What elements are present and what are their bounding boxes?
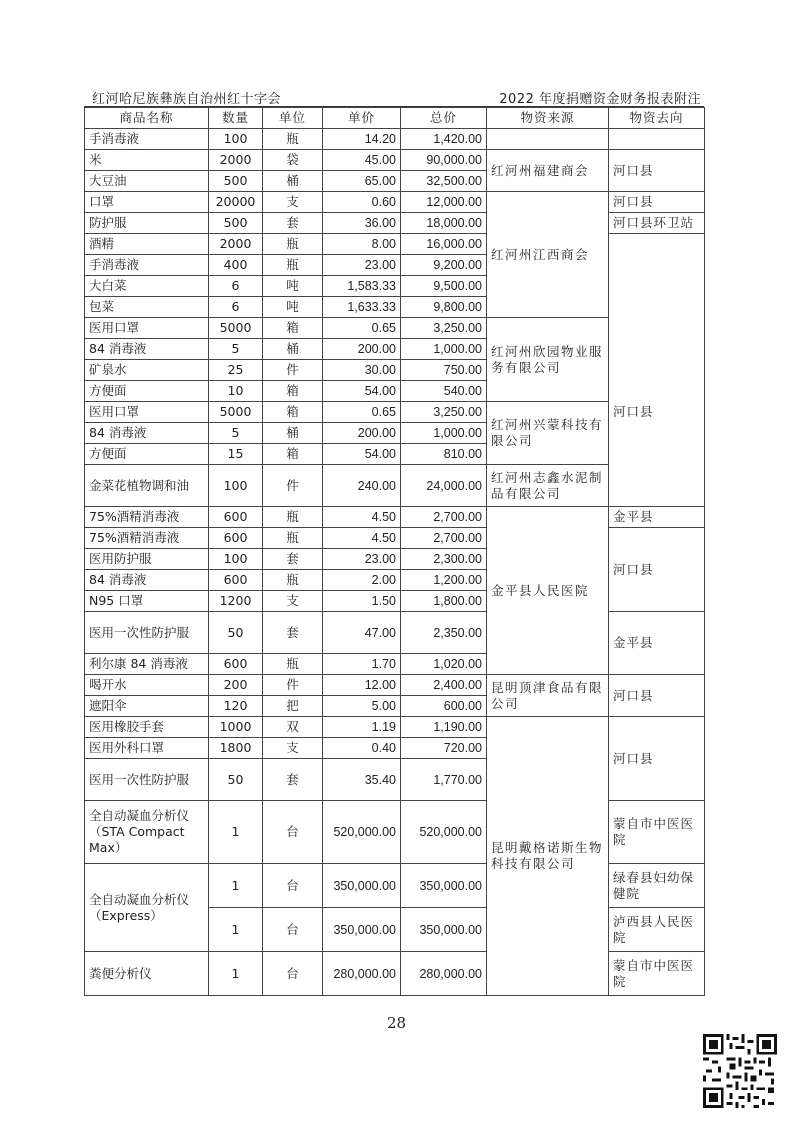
cell-total: 1,000.00 [401, 423, 487, 444]
cell-total: 1,420.00 [401, 129, 487, 150]
cell-price: 65.00 [323, 171, 401, 192]
cell-unit: 箱 [263, 318, 323, 339]
cell-name: 口罩 [85, 192, 209, 213]
cell-destination: 蒙自市中医医院 [609, 801, 705, 864]
cell-name: 金菜花植物调和油 [85, 465, 209, 507]
cell-name: 医用口罩 [85, 402, 209, 423]
cell-total: 90,000.00 [401, 150, 487, 171]
cell-qty: 5 [209, 423, 263, 444]
cell-qty: 5000 [209, 402, 263, 423]
cell-source: 红河州江西商会 [487, 192, 609, 318]
cell-price: 8.00 [323, 234, 401, 255]
cell-destination: 河口县 [609, 528, 705, 612]
cell-total: 1,200.00 [401, 570, 487, 591]
cell-total: 9,500.00 [401, 276, 487, 297]
cell-price: 0.40 [323, 738, 401, 759]
cell-source: 红河州志鑫水泥制品有限公司 [487, 465, 609, 507]
cell-qty: 400 [209, 255, 263, 276]
cell-qty: 6 [209, 297, 263, 318]
cell-price: 36.00 [323, 213, 401, 234]
table-row [85, 528, 705, 549]
cell-qty: 2000 [209, 234, 263, 255]
cell-unit: 件 [263, 465, 323, 507]
table-header-row [85, 108, 705, 129]
cell-price: 280,000.00 [323, 952, 401, 996]
cell-price: 350,000.00 [323, 864, 401, 908]
cell-unit: 套 [263, 213, 323, 234]
cell-destination-empty [609, 129, 705, 150]
col-header-qty: 数量 [209, 108, 263, 129]
cell-total: 24,000.00 [401, 465, 487, 507]
cell-name: 84 消毒液 [85, 339, 209, 360]
cell-total: 12,000.00 [401, 192, 487, 213]
cell-name: 医用橡胶手套 [85, 717, 209, 738]
cell-unit: 件 [263, 360, 323, 381]
cell-total: 2,700.00 [401, 528, 487, 549]
cell-destination: 河口县 [609, 192, 705, 213]
cell-source: 昆明戴格诺斯生物科技有限公司 [487, 717, 609, 996]
table-row [85, 150, 705, 171]
cell-qty: 600 [209, 528, 263, 549]
cell-unit: 套 [263, 612, 323, 654]
cell-qty: 15 [209, 444, 263, 465]
cell-total: 2,350.00 [401, 612, 487, 654]
cell-price: 47.00 [323, 612, 401, 654]
cell-total: 1,190.00 [401, 717, 487, 738]
cell-unit: 支 [263, 591, 323, 612]
cell-price: 0.60 [323, 192, 401, 213]
cell-total: 2,300.00 [401, 549, 487, 570]
cell-total: 1,800.00 [401, 591, 487, 612]
cell-unit: 台 [263, 801, 323, 864]
cell-destination: 河口县 [609, 150, 705, 192]
cell-destination: 蒙自市中医医院 [609, 952, 705, 996]
table-row [85, 507, 705, 528]
cell-price: 350,000.00 [323, 908, 401, 952]
col-header-destination: 物资去向 [609, 108, 705, 129]
cell-destination-empty [609, 276, 705, 297]
cell-qty: 120 [209, 696, 263, 717]
cell-price: 54.00 [323, 444, 401, 465]
cell-total: 2,700.00 [401, 507, 487, 528]
cell-unit: 箱 [263, 381, 323, 402]
cell-price: 35.40 [323, 759, 401, 801]
cell-unit: 瓶 [263, 528, 323, 549]
cell-qty: 600 [209, 507, 263, 528]
cell-name: 医用外科口罩 [85, 738, 209, 759]
table-row [85, 297, 705, 318]
cell-unit: 件 [263, 675, 323, 696]
cell-name: 酒精 [85, 234, 209, 255]
col-header-unit: 单位 [263, 108, 323, 129]
cell-qty: 2000 [209, 150, 263, 171]
cell-name: 全自动凝血分析仪（Express） [85, 864, 209, 952]
cell-unit: 台 [263, 864, 323, 908]
col-header-total: 总价 [401, 108, 487, 129]
cell-price: 1,583.33 [323, 276, 401, 297]
col-header-source: 物资来源 [487, 108, 609, 129]
cell-source: 红河州福建商会 [487, 150, 609, 192]
cell-qty: 500 [209, 213, 263, 234]
cell-total: 1,020.00 [401, 654, 487, 675]
cell-name: 75%酒精消毒液 [85, 528, 209, 549]
cell-name: 全自动凝血分析仪（STA Compact Max） [85, 801, 209, 864]
cell-unit: 支 [263, 738, 323, 759]
cell-price: 4.50 [323, 528, 401, 549]
cell-qty: 1 [209, 864, 263, 908]
cell-price: 240.00 [323, 465, 401, 507]
qr-code-icon [703, 1034, 777, 1108]
cell-qty: 1800 [209, 738, 263, 759]
cell-price: 200.00 [323, 339, 401, 360]
cell-total: 18,000.00 [401, 213, 487, 234]
cell-unit: 瓶 [263, 255, 323, 276]
cell-price: 54.00 [323, 381, 401, 402]
cell-unit: 吨 [263, 276, 323, 297]
table-row [85, 612, 705, 654]
cell-price: 1.50 [323, 591, 401, 612]
header-org: 红河哈尼族彝族自治州红十字会 [92, 92, 282, 107]
cell-price: 45.00 [323, 150, 401, 171]
cell-qty: 5 [209, 339, 263, 360]
table-row [85, 952, 705, 996]
cell-total: 2,400.00 [401, 675, 487, 696]
table-row [85, 801, 705, 864]
cell-qty: 100 [209, 549, 263, 570]
cell-name: 方便面 [85, 444, 209, 465]
cell-total: 720.00 [401, 738, 487, 759]
cell-unit: 把 [263, 696, 323, 717]
cell-price: 14.20 [323, 129, 401, 150]
cell-qty: 50 [209, 759, 263, 801]
cell-qty: 6 [209, 276, 263, 297]
cell-unit: 箱 [263, 402, 323, 423]
cell-name: 遮阳伞 [85, 696, 209, 717]
cell-destination-empty [609, 234, 705, 255]
cell-price: 12.00 [323, 675, 401, 696]
header-report-title: 2022 年度捐赠资金财务报表附注 [499, 92, 701, 107]
cell-destination: 绿春县妇幼保健院 [609, 864, 705, 908]
col-header-name: 商品名称 [85, 108, 209, 129]
cell-unit: 支 [263, 192, 323, 213]
cell-price: 23.00 [323, 549, 401, 570]
cell-name: 大豆油 [85, 171, 209, 192]
table-row [85, 234, 705, 255]
cell-name: 医用一次性防护服 [85, 612, 209, 654]
cell-qty: 100 [209, 465, 263, 507]
cell-destination: 河口县 [609, 675, 705, 717]
cell-unit: 吨 [263, 297, 323, 318]
cell-destination: 河口县 [609, 318, 705, 507]
cell-unit: 瓶 [263, 234, 323, 255]
cell-unit: 瓶 [263, 129, 323, 150]
cell-destination: 河口县环卫站 [609, 213, 705, 234]
cell-qty: 5000 [209, 318, 263, 339]
cell-qty: 50 [209, 612, 263, 654]
cell-price: 0.65 [323, 318, 401, 339]
cell-qty: 25 [209, 360, 263, 381]
cell-price: 4.50 [323, 507, 401, 528]
cell-unit: 桶 [263, 171, 323, 192]
cell-total: 810.00 [401, 444, 487, 465]
cell-total: 350,000.00 [401, 908, 487, 952]
table-row [85, 864, 705, 908]
cell-price: 30.00 [323, 360, 401, 381]
cell-name: 75%酒精消毒液 [85, 507, 209, 528]
cell-source: 昆明顶津食品有限公司 [487, 675, 609, 717]
table-row [85, 192, 705, 213]
cell-qty: 500 [209, 171, 263, 192]
cell-total: 3,250.00 [401, 318, 487, 339]
page-number: 28 [386, 1014, 407, 1032]
cell-name: 粪便分析仪 [85, 952, 209, 996]
cell-total: 9,800.00 [401, 297, 487, 318]
cell-qty: 20000 [209, 192, 263, 213]
cell-qty: 1 [209, 908, 263, 952]
cell-price: 23.00 [323, 255, 401, 276]
cell-name: 喝开水 [85, 675, 209, 696]
cell-price: 2.00 [323, 570, 401, 591]
cell-unit: 双 [263, 717, 323, 738]
cell-unit: 台 [263, 908, 323, 952]
cell-unit: 瓶 [263, 654, 323, 675]
cell-qty: 10 [209, 381, 263, 402]
cell-total: 540.00 [401, 381, 487, 402]
table-row [85, 276, 705, 297]
cell-unit: 套 [263, 549, 323, 570]
donation-table [84, 107, 705, 996]
cell-name: 医用一次性防护服 [85, 759, 209, 801]
cell-total: 750.00 [401, 360, 487, 381]
cell-qty: 1200 [209, 591, 263, 612]
cell-total: 32,500.00 [401, 171, 487, 192]
table-row [85, 129, 705, 150]
cell-source: 红河州欣园物业服务有限公司 [487, 318, 609, 402]
cell-name: 防护服 [85, 213, 209, 234]
table-row [85, 213, 705, 234]
cell-qty: 1000 [209, 717, 263, 738]
cell-price: 520,000.00 [323, 801, 401, 864]
cell-destination-empty [609, 255, 705, 276]
cell-price: 200.00 [323, 423, 401, 444]
cell-source-empty [487, 129, 609, 150]
cell-name: N95 口罩 [85, 591, 209, 612]
cell-qty: 1 [209, 801, 263, 864]
cell-unit: 瓶 [263, 570, 323, 591]
cell-price: 1.19 [323, 717, 401, 738]
table-row [85, 717, 705, 738]
cell-qty: 200 [209, 675, 263, 696]
cell-total: 1,770.00 [401, 759, 487, 801]
cell-destination-empty [609, 297, 705, 318]
cell-total: 520,000.00 [401, 801, 487, 864]
cell-destination: 金平县 [609, 612, 705, 675]
cell-unit: 箱 [263, 444, 323, 465]
cell-total: 600.00 [401, 696, 487, 717]
cell-name: 手消毒液 [85, 129, 209, 150]
cell-name: 利尔康 84 消毒液 [85, 654, 209, 675]
cell-qty: 100 [209, 129, 263, 150]
cell-unit: 套 [263, 759, 323, 801]
cell-name: 84 消毒液 [85, 423, 209, 444]
cell-total: 16,000.00 [401, 234, 487, 255]
col-header-price: 单价 [323, 108, 401, 129]
cell-unit: 桶 [263, 423, 323, 444]
table-row [85, 675, 705, 696]
cell-total: 350,000.00 [401, 864, 487, 908]
cell-name: 方便面 [85, 381, 209, 402]
cell-unit: 袋 [263, 150, 323, 171]
cell-destination: 河口县 [609, 717, 705, 801]
cell-name: 84 消毒液 [85, 570, 209, 591]
cell-price: 1,633.33 [323, 297, 401, 318]
cell-qty: 600 [209, 570, 263, 591]
cell-total: 3,250.00 [401, 402, 487, 423]
cell-total: 9,200.00 [401, 255, 487, 276]
table-row [85, 255, 705, 276]
cell-price: 0.65 [323, 402, 401, 423]
cell-price: 1.70 [323, 654, 401, 675]
cell-name: 医用防护服 [85, 549, 209, 570]
cell-name: 矿泉水 [85, 360, 209, 381]
cell-unit: 瓶 [263, 507, 323, 528]
cell-source: 金平县人民医院 [487, 507, 609, 675]
cell-total: 1,000.00 [401, 339, 487, 360]
cell-source: 红河州兴蒙科技有限公司 [487, 402, 609, 465]
cell-name: 米 [85, 150, 209, 171]
cell-total: 280,000.00 [401, 952, 487, 996]
cell-destination: 泸西县人民医院 [609, 908, 705, 952]
cell-destination: 金平县 [609, 507, 705, 528]
cell-name: 大白菜 [85, 276, 209, 297]
cell-name: 包菜 [85, 297, 209, 318]
cell-qty: 1 [209, 952, 263, 996]
cell-name: 手消毒液 [85, 255, 209, 276]
cell-name: 医用口罩 [85, 318, 209, 339]
cell-unit: 桶 [263, 339, 323, 360]
table-row [85, 318, 705, 339]
cell-price: 5.00 [323, 696, 401, 717]
cell-unit: 台 [263, 952, 323, 996]
cell-qty: 600 [209, 654, 263, 675]
